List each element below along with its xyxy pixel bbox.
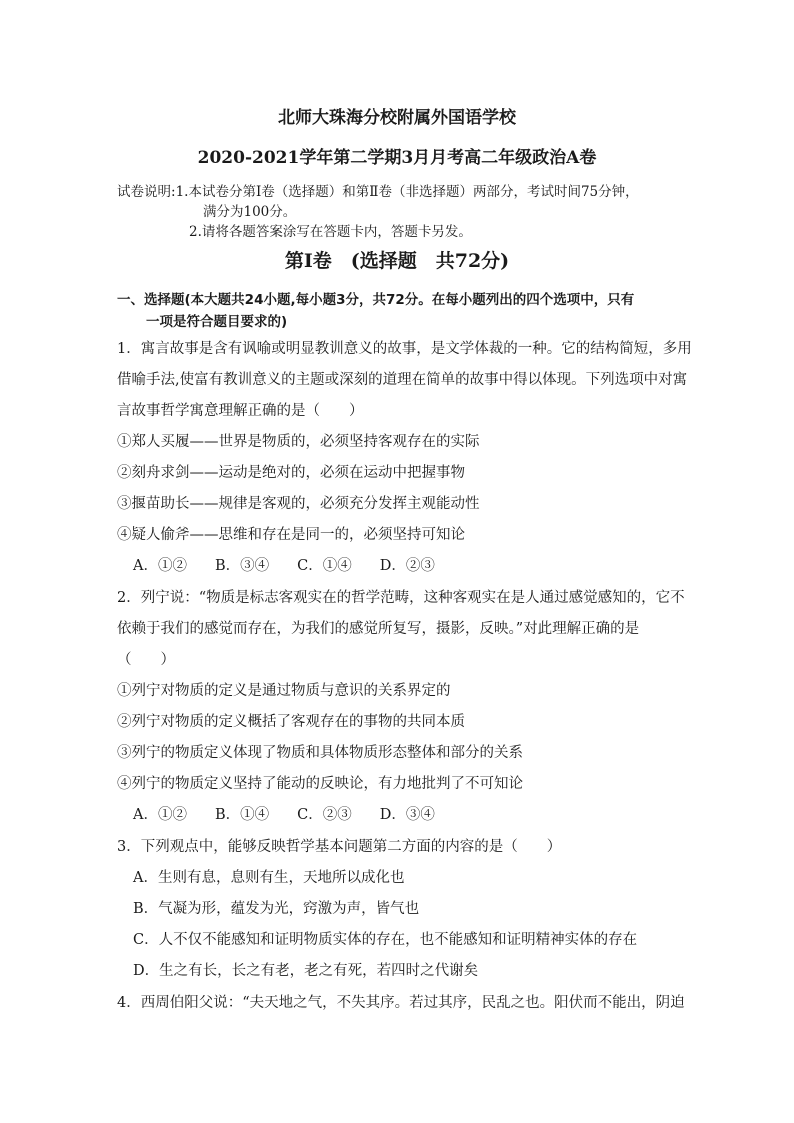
section-heading-cont: 一项是符合题目要求的) [146, 314, 288, 330]
school-name: 北师大珠海分校附属外国语学校 [278, 108, 516, 128]
question-3-line-1: 3．下列观点中，能够反映哲学基本问题第二方面的内容的是（ ） [117, 839, 562, 855]
option-c: C．①④ [297, 558, 352, 574]
question-2-statement-1: ①列宁对物质的定义是通过物质与意识的关系界定的 [117, 683, 451, 699]
section-heading: 一、选择题(本大题共24小题,每小题3分，共72分。在每小题列出的四个选项中，只有 [117, 292, 635, 308]
question-1-options [133, 556, 463, 576]
question-4-line-1: 4．西周伯阳父说：“夫天地之气，不失其序。若过其序，民乱之也。阳伏而不能出，阴迫 [117, 995, 685, 1011]
option-c: C．②③ [297, 807, 352, 823]
question-1-line-3: 言故事哲学寓意理解正确的是（ ） [117, 403, 364, 419]
option-b: B．①④ [214, 807, 270, 823]
instructions-label: 试卷说明: [117, 184, 176, 200]
instructions-item-1: 1.本试卷分第Ⅰ卷（选择题）和第Ⅱ卷（非选择题）两部分，考试时间75分钟， [175, 184, 639, 200]
option-d: D．②③ [379, 558, 435, 574]
instructions-line-1 [117, 182, 639, 202]
question-1-line-1: 1．寓言故事是含有讽喻或明显教训意义的故事，是文学体裁的一种。它的结构简短，多用 [117, 341, 692, 357]
question-2-line-2: 依赖于我们的感觉而存在，为我们的感觉所复写，摄影，反映。”对此理解正确的是 [117, 621, 640, 637]
question-1-statement-3: ③揠苗助长——规律是客观的，必须充分发挥主观能动性 [117, 496, 480, 512]
option-d: D．③④ [379, 807, 435, 823]
question-2-line-3: （ ） [117, 652, 175, 668]
question-3-choice-c: C．人不仅不能感知和证明物质实体的存在，也不能感知和证明精神实体的存在 [133, 932, 638, 948]
exam-title: 2020-2021学年第二学期3月月考高二年级政治A卷 [197, 148, 597, 168]
question-2-line-1: 2．列宁说：“物质是标志客观实在的哲学范畴，这种客观实在是人通过感觉感知的，它不 [117, 590, 685, 606]
instructions-line-1b: 满分为100分。 [203, 204, 297, 220]
option-a: A．①② [133, 558, 187, 574]
question-2-statement-3: ③列宁的物质定义体现了物质和具体物质形态整体和部分的关系 [117, 745, 523, 761]
option-b: B．③④ [214, 558, 270, 574]
question-1-statement-1: ①郑人买履——世界是物质的，必须坚持客观存在的实际 [117, 434, 480, 450]
question-2-statement-4: ④列宁的物质定义坚持了能动的反映论，有力地批判了不可知论 [117, 776, 523, 792]
section-title: 第Ⅰ卷 (选择题 共72分) [284, 250, 510, 272]
instructions-line-2: 2.请将各题答案涂写在答题卡内，答题卡另发。 [189, 224, 472, 240]
question-3-choice-b: B．气凝为形，蕴发为光，窍激为声，皆气也 [133, 901, 420, 917]
question-3-choice-a: A．生则有息，息则有生，天地所以成化也 [133, 870, 405, 886]
question-1-line-2: 借喻手法,使富有教训意义的主题或深刻的道理在简单的故事中得以体现。下列选项中对寓 [117, 372, 688, 388]
question-2-statement-2: ②列宁对物质的定义概括了客观存在的事物的共同本质 [117, 714, 465, 730]
question-2-options [133, 805, 463, 825]
question-1-statement-4: ④疑人偷斧——思维和存在是同一的，必须坚持可知论 [117, 527, 465, 543]
question-3-choice-d: D．生之有长，长之有老，老之有死，若四时之代谢矣 [133, 963, 479, 979]
option-a: A．①② [133, 807, 187, 823]
question-1-statement-2: ②刻舟求剑——运动是绝对的，必须在运动中把握事物 [117, 465, 465, 481]
